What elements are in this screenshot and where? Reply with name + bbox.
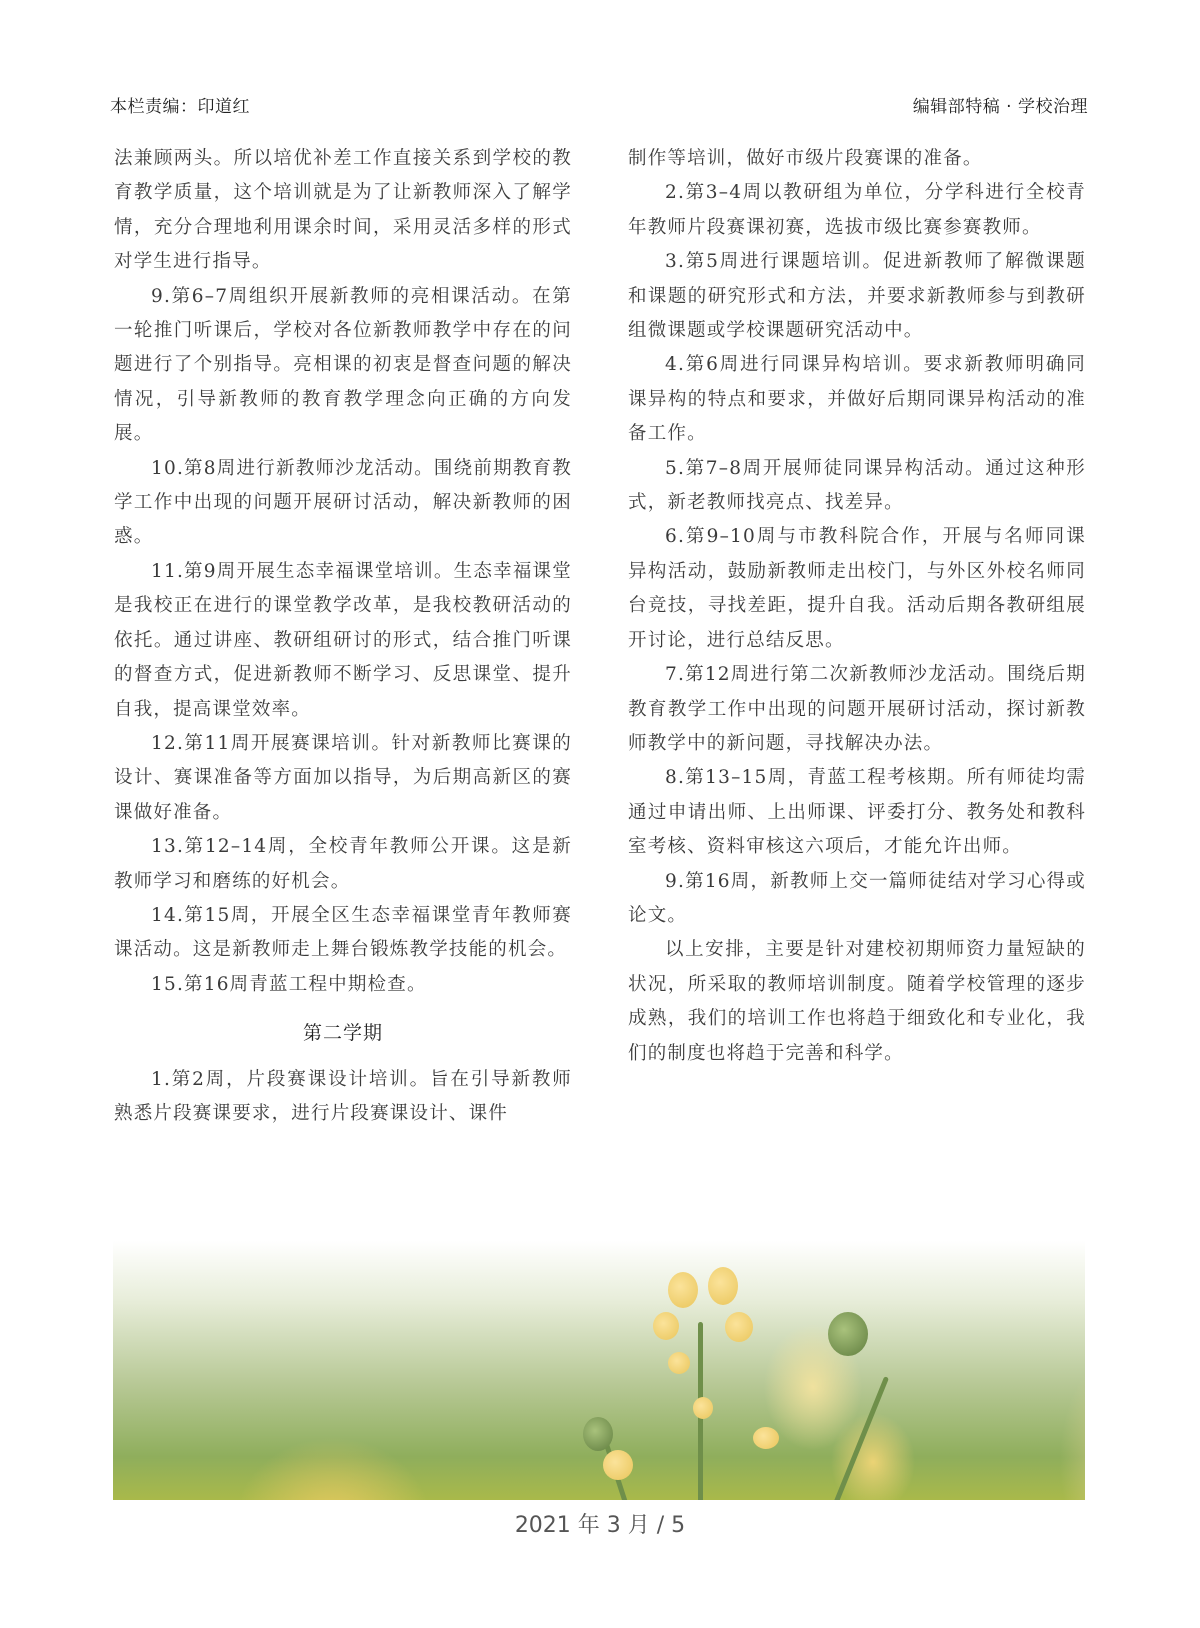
article-column-right [628,142,1086,1071]
flower-bud-cluster [583,1417,613,1451]
paragraph: 12.第11周开展赛课培训。针对新教师比赛课的设计、赛课准备等方面加以指导，为后期高新区的赛课做好准备。 [114,732,572,823]
paragraph: 4.第6周进行同课异构培训。要求新教师明确同课异构的特点和要求，并做好后期同课异构活动的准备工作。 [628,354,1086,445]
flower-blossom [708,1267,738,1305]
paragraph: 15.第16周青蓝工程中期检查。 [151,973,427,995]
rapeseed-flowers-photo [113,1212,1085,1500]
issue-page-number: 2021 年 3 月 / 5 [514,1513,686,1538]
paragraph: 7.第12周进行第二次新教师沙龙活动。围绕后期教育教学工作中出现的问题开展研讨活动，探讨新教师教学中的新问题，寻找解决办法。 [628,664,1086,754]
paragraph: 14.第15周，开展全区生态幸福课堂青年教师赛课活动。这是新教师走上舞台锻炼教学技能的机会。 [114,904,572,961]
paragraph: 8.第13–15周，青蓝工程考核期。所有师徒均需通过申请出师、上出师课、评委打分、教务处和教科室考核、资料审核这六项后，才能允许出师。 [628,767,1086,858]
paragraph: 10.第8周进行新教师沙龙活动。围绕前期教育教学工作中出现的问题开展研讨活动，解决新教师的困惑。 [114,457,572,548]
flower-blossom [603,1450,633,1480]
paragraph: 制作等培训，做好市级片段赛课的准备。 [628,148,983,169]
article-column-left [114,142,572,1131]
flower-blossom [693,1397,713,1419]
paragraph: 1.第2周，片段赛课设计培训。旨在引导新教师熟悉片段赛课要求，进行片段赛课设计、课件 [114,1068,572,1124]
flower-blossom [753,1427,779,1449]
column-section-title: 编辑部特稿 · 学校治理 [912,97,1088,117]
paragraph: 3.第5周进行课题培训。促进新教师了解微课题和课题的研究形式和方法，并要求新教师参与到教研组微课题或学校课题研究活动中。 [628,251,1086,342]
paragraph: 9.第16周，新教师上交一篇师徒结对学习心得或论文。 [628,870,1086,926]
paragraph: 2.第3–4周以教研组为单位，分学科进行全校青年教师片段赛课初赛，选拔市级比赛参赛教师。 [628,182,1086,238]
paragraph: 11.第9周开展生态幸福课堂培训。生态幸福课堂是我校正在进行的课堂教学改革，是我校教研活动的依托。通过讲座、教研组研讨的形式，结合推门听课的督查方式，促进新教师不断学习、反思课堂、提升自我，提高课堂效率。 [114,560,572,720]
flower-stem [832,1376,889,1500]
flower-blossom [653,1312,679,1340]
flower-blossom [668,1352,690,1374]
flower-blossom [725,1312,753,1342]
paragraph: 13.第12–14周，全校青年教师公开课。这是新教师学习和磨练的好机会。 [114,836,572,892]
flower-blossom [668,1272,698,1308]
paragraph: 6.第9–10周与市教科院合作，开展与名师同课异构活动，鼓励新教师走出校门，与外区外校名师同台竞技，寻找差距，提升自我。活动后期各教研组展开讨论，进行总结反思。 [628,526,1086,651]
paragraph: 以上安排，主要是针对建校初期师资力量短缺的状况，所采取的教师培训制度。随着学校管理的逐步成熟，我们的培训工作也将趋于细致化和专业化，我们的制度也将趋于完善和科学。 [628,939,1086,1064]
section-heading: 第二学期 [302,1022,383,1045]
paragraph: 5.第7–8周开展师徒同课异构活动。通过这种形式，新老教师找亮点、找差异。 [628,457,1086,514]
column-editor: 本栏责编：印道红 [110,97,250,117]
flower-bud-cluster [828,1312,868,1356]
paragraph: 9.第6–7周组织开展新教师的亮相课活动。在第一轮推门听课后，学校对各位新教师教学中存在的问题进行了个别指导。亮相课的初衷是督查问题的解决情况，引导新教师的教育教学理念向正确的方向发展。 [114,285,572,445]
paragraph: 法兼顾两头。所以培优补差工作直接关系到学校的教育教学质量，这个培训就是为了让新教师深入了解学情，充分合理地利用课余时间，采用灵活多样的形式对学生进行指导。 [114,148,572,273]
